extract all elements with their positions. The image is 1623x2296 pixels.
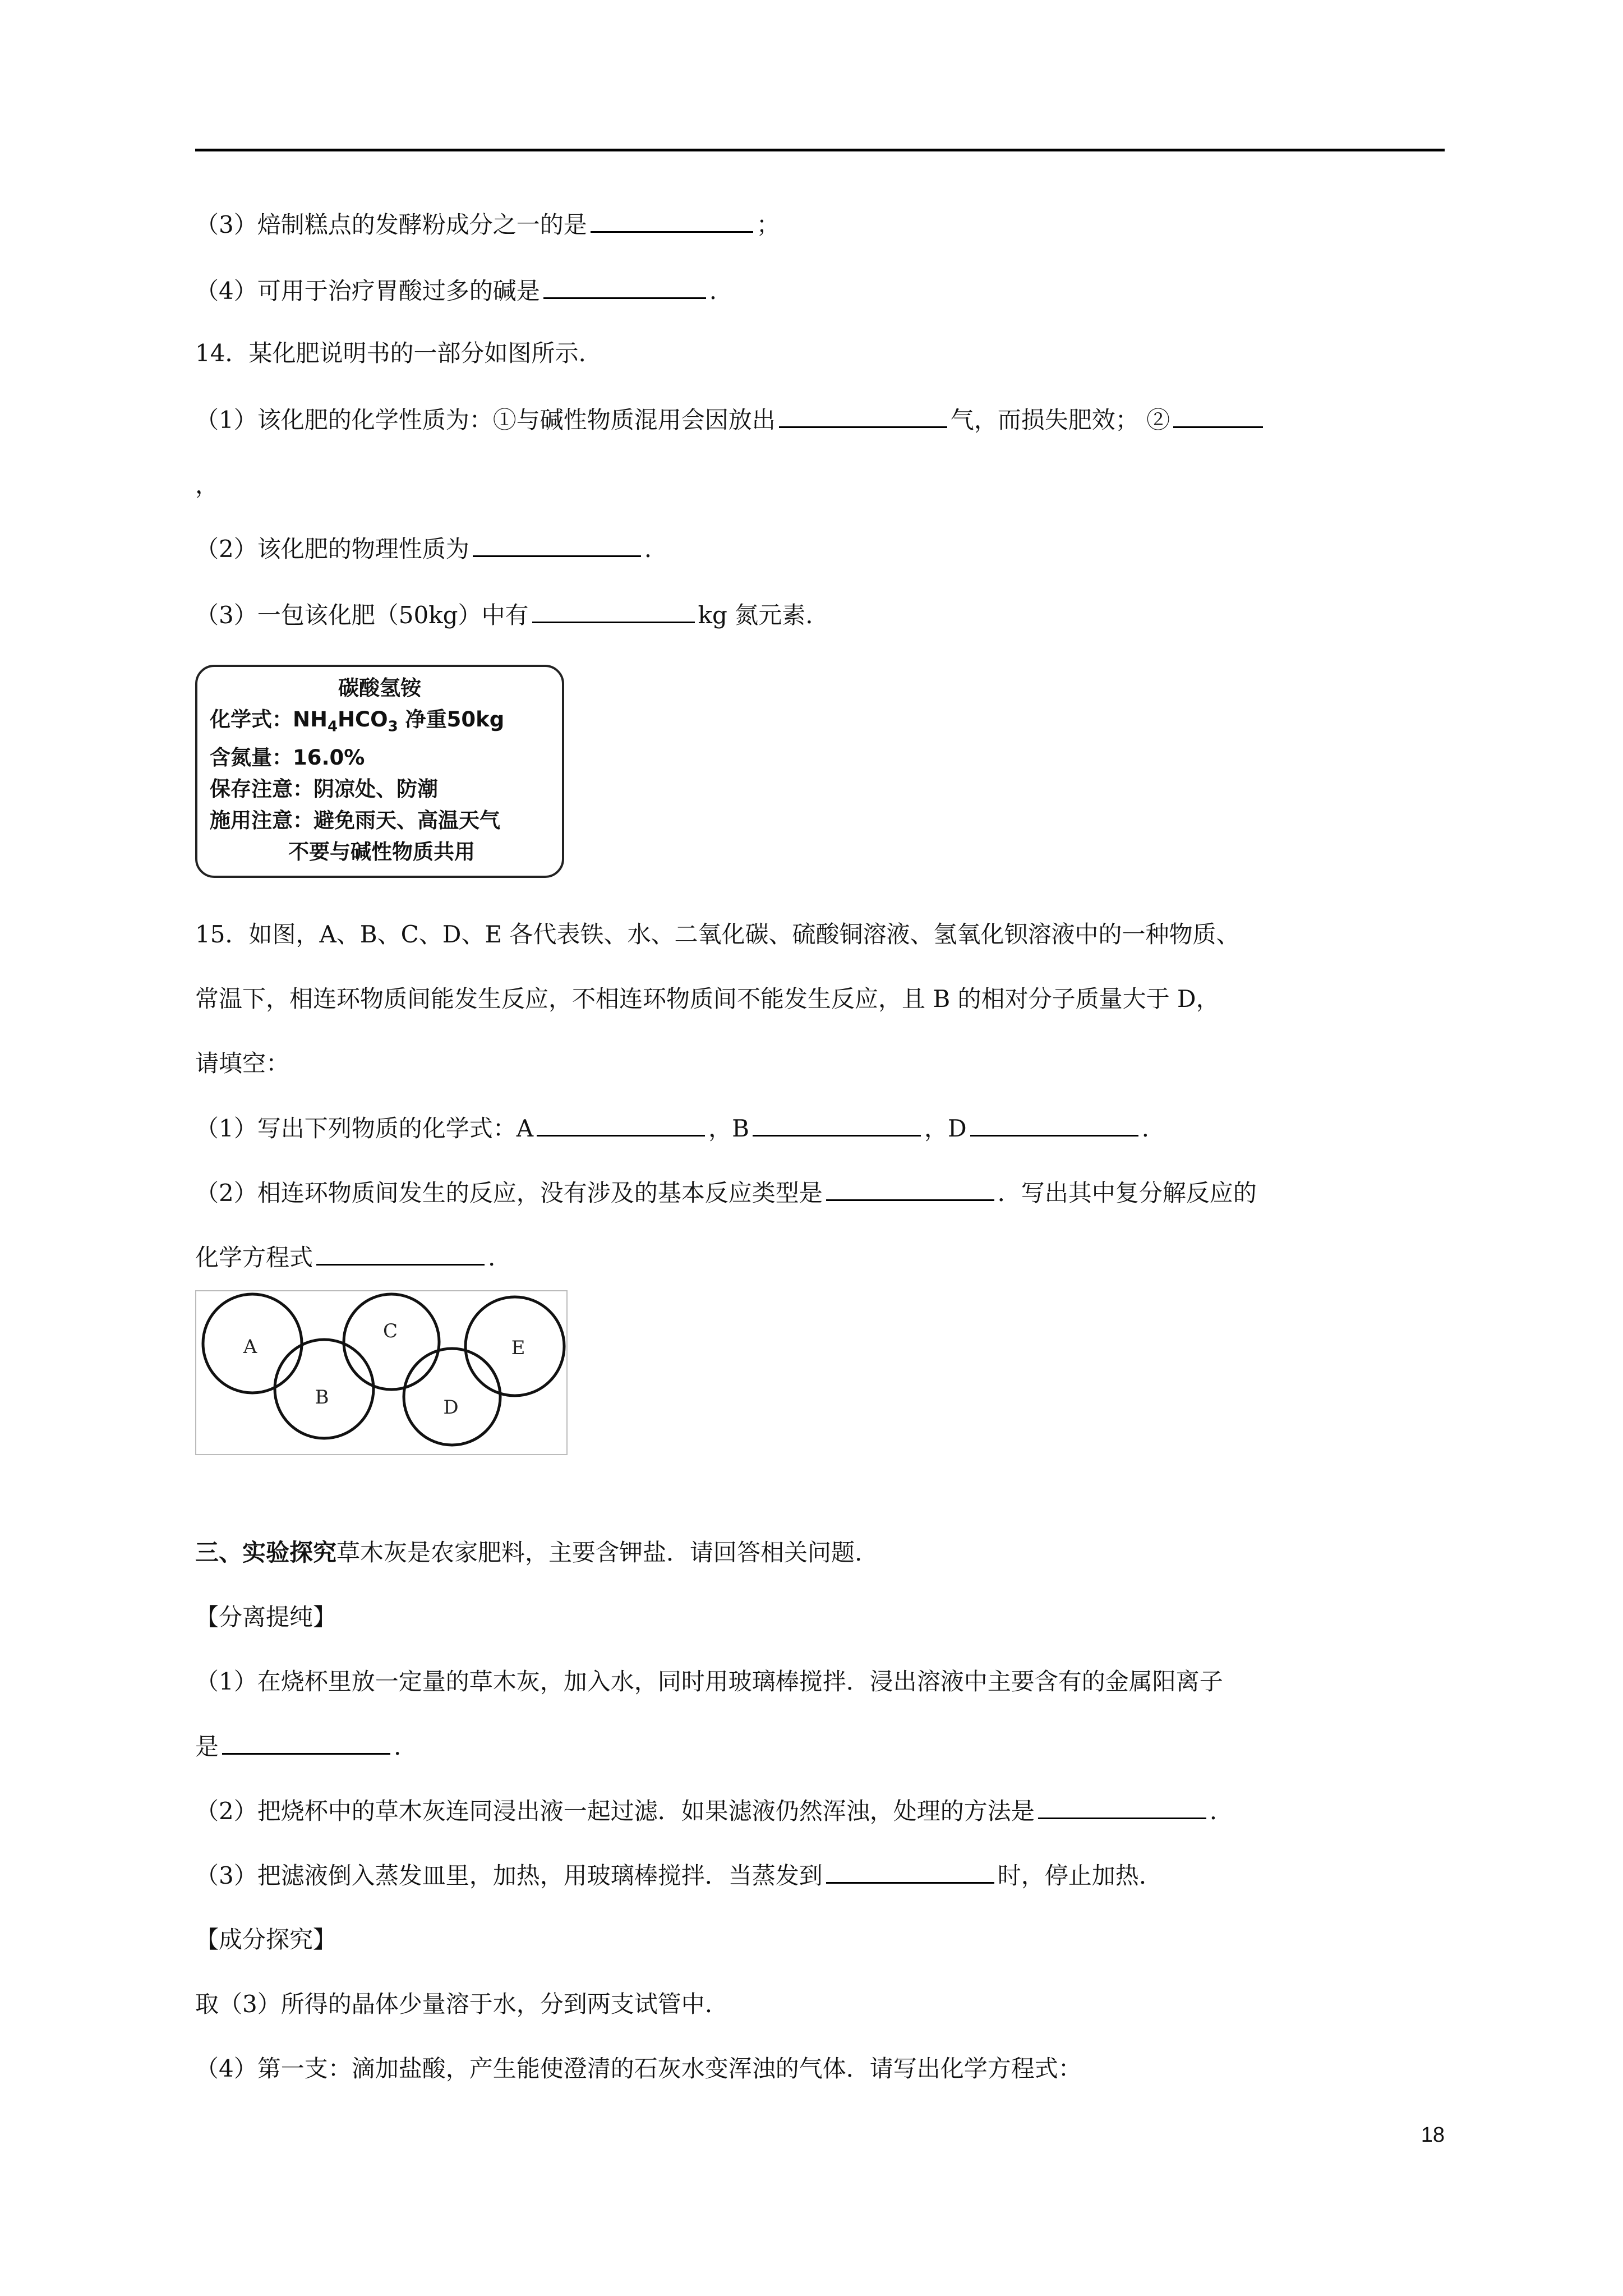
q15-stem-line2: 常温下，相连环物质间能发生反应，不相连环物质间不能发生反应，且 B 的相对分子质量大于 D，: [195, 985, 1220, 1013]
page-number: 18: [1421, 2123, 1445, 2147]
label-nitrogen: 含氮量：16.0%: [210, 746, 365, 770]
answer-blank[interactable]: [1173, 403, 1263, 428]
answer-blank-a[interactable]: [537, 1111, 705, 1137]
answer-blank[interactable]: [1038, 1794, 1206, 1819]
section3-part4: （4）第一支：滴加盐酸，产生能使澄清的石灰水变浑浊的气体．请写出化学方程式：: [195, 2055, 1082, 2082]
answer-blank[interactable]: [591, 208, 753, 233]
label-title: 碳酸氢铵: [338, 676, 421, 700]
label-usage-cont: 不要与碱性物质共用: [288, 840, 475, 864]
answer-blank[interactable]: [473, 532, 641, 557]
q14-part1-cont: ，: [195, 471, 219, 499]
label-usage: 施用注意：避免雨天、高温天气: [210, 808, 500, 833]
section3-part3: （3）把滤液倒入蒸发皿里，加热，用玻璃棒搅拌．当蒸发到 时，停止加热.: [195, 1858, 1146, 1893]
q14-part1: （1）该化肥的化学性质为：①与碱性物质混用会因放出 气，而损失肥效； ②: [195, 403, 1266, 437]
rings-diagram: [195, 1290, 568, 1455]
answer-blank[interactable]: [543, 274, 706, 299]
label-storage: 保存注意：阴凉处、防潮: [210, 777, 438, 802]
answer-blank-d[interactable]: [970, 1111, 1138, 1137]
label-formula: 化学式：$NH_4HCO_3$ 净重50kg: [210, 707, 505, 735]
answer-blank-b[interactable]: [753, 1111, 921, 1137]
subheading-composition: 【成分探究】: [195, 1926, 337, 1953]
ring-label-d: D: [443, 1396, 459, 1419]
q15-stem-line3: 请填空：: [195, 1050, 290, 1077]
section3-heading: 三、实验探究: [195, 1539, 337, 1566]
section3-take: 取（3）所得的晶体少量溶于水，分到两支试管中.: [195, 1990, 713, 2018]
subheading-separation: 【分离提纯】: [195, 1603, 337, 1631]
answer-blank[interactable]: [532, 598, 695, 623]
answer-blank[interactable]: [826, 1858, 994, 1884]
q15-part2-cont: 化学方程式 .: [195, 1240, 495, 1274]
rings-svg: [196, 1291, 566, 1454]
answer-blank[interactable]: [316, 1240, 485, 1266]
q14-stem: 14．某化肥说明书的一部分如图所示.: [195, 339, 586, 367]
q14-part3: （3）一包该化肥（50kg）中有 kg 氮元素.: [195, 598, 813, 632]
ring-label-b: B: [315, 1386, 329, 1409]
ring-label-a: A: [243, 1336, 257, 1358]
q13-part4: （4）可用于治疗胃酸过多的碱是 .: [195, 274, 717, 308]
section3-intro: 三、实验探究草木灰是农家肥料，主要含钾盐．请回答相关问题.: [195, 1539, 863, 1566]
answer-blank[interactable]: [826, 1176, 994, 1201]
q15-part1: （1）写出下列物质的化学式：A ，B ，D .: [195, 1111, 1149, 1145]
q14-part2: （2）该化肥的物理性质为 .: [195, 532, 652, 566]
ring-label-e: E: [511, 1337, 525, 1359]
section3-part2: （2）把烧杯中的草木灰连同浸出液一起过滤．如果滤液仍然浑浊，处理的方法是 .: [195, 1794, 1217, 1828]
answer-blank[interactable]: [222, 1729, 390, 1755]
ring-label-c: C: [382, 1320, 398, 1342]
q15-part2: （2）相连环物质间发生的反应，没有涉及的基本反应类型是 ．写出其中复分解反应的: [195, 1176, 1257, 1210]
q15-stem-line1: 15．如图，A、B、C、D、E 各代表铁、水、二氧化碳、硫酸铜溶液、氢氧化钡溶液中的一种物质、: [195, 921, 1240, 948]
answer-blank[interactable]: [779, 403, 947, 428]
section3-part1-cont: 是 .: [195, 1729, 401, 1764]
q13-part3: （3）焙制糕点的发酵粉成分之一的是 ；: [195, 208, 780, 242]
fertilizer-label-image: [195, 665, 564, 878]
section3-part1: （1）在烧杯里放一定量的草木灰，加入水，同时用玻璃棒搅拌．浸出溶液中主要含有的金属阳离子: [195, 1668, 1223, 1695]
header-rule: [195, 149, 1445, 151]
